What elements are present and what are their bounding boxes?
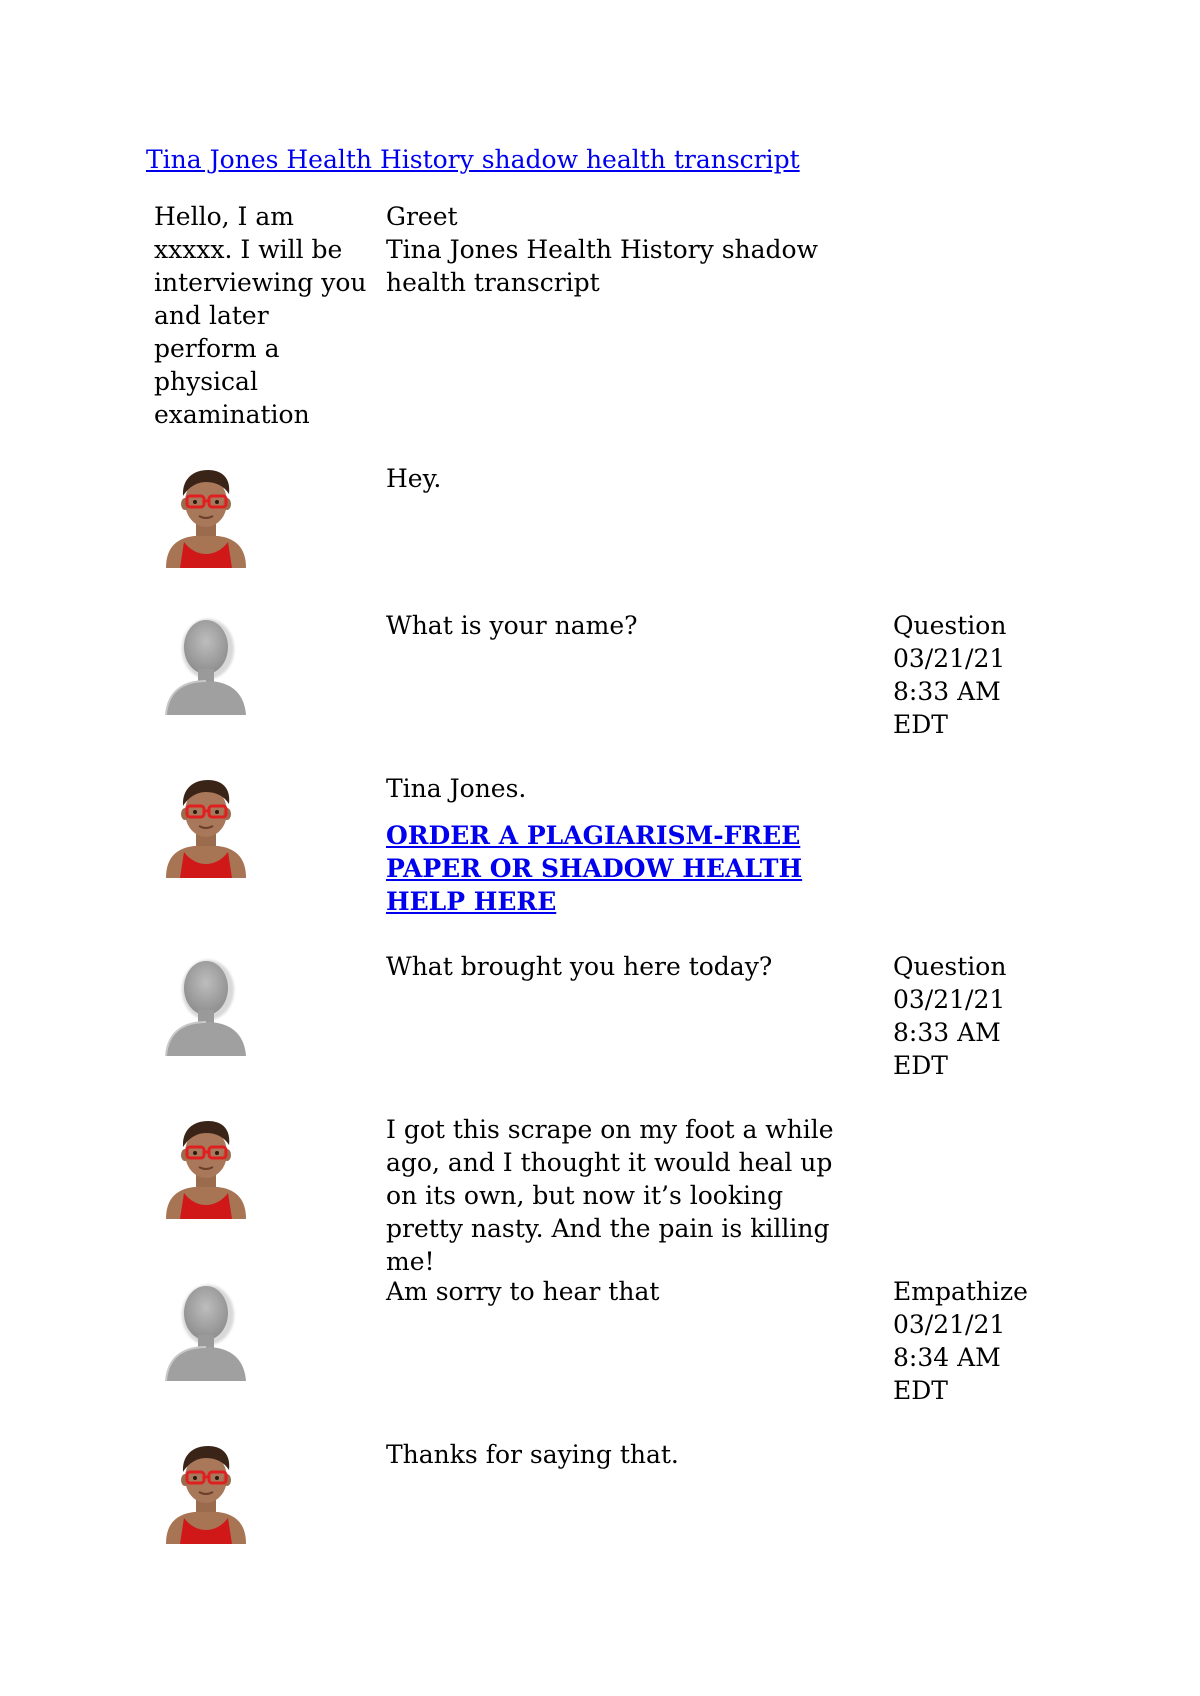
student-avatar-icon [158, 607, 254, 717]
message-meta: Empathize 03/21/21 8:34 AM EDT [893, 1277, 1028, 1405]
student-avatar-icon [158, 1273, 254, 1383]
student-greeting-text: Hello, I am xxxxx. I will be interviewing you and later perform a physical examination [154, 202, 367, 429]
student-message: Am sorry to hear that [386, 1277, 660, 1306]
transcript-row-patient [146, 460, 1046, 580]
message-meta: Question 03/21/21 8:33 AM EDT [893, 952, 1007, 1080]
transcript-row-student [146, 1273, 1046, 1405]
transcript-row-patient [146, 1436, 1046, 1556]
patient-message: Thanks for saying that. [386, 1440, 679, 1469]
patient-message: I got this scrape on my foot a while ago, and I thought it would heal up on its own, but now it’s looking pretty nasty. And the pain is killing me! [386, 1115, 834, 1276]
transcript-row-patient [146, 770, 1046, 920]
message-text: Tina Jones Health History shadow health transcript [386, 235, 818, 297]
patient-message-block [386, 772, 816, 918]
patient-avatar-icon [158, 1436, 254, 1546]
transcript-row-student [146, 948, 1046, 1080]
transcript-row-greet [146, 200, 1046, 429]
student-avatar-icon [158, 948, 254, 1058]
message-meta: Question 03/21/21 8:33 AM EDT [893, 611, 1007, 739]
transcript-row-student [146, 607, 1046, 739]
patient-message: Tina Jones. [386, 774, 527, 803]
patient-message: Hey. [386, 464, 442, 493]
greet-content [386, 200, 866, 299]
order-paper-link[interactable]: ORDER A PLAGIARISM-FREE PAPER OR SHADOW HEALTH HELP HERE [386, 821, 803, 916]
patient-avatar-icon [158, 460, 254, 570]
student-message: What is your name? [386, 611, 638, 640]
patient-avatar-icon [158, 1111, 254, 1221]
patient-avatar-icon [158, 770, 254, 880]
page-title-link[interactable]: Tina Jones Health History shadow health transcript [146, 145, 800, 174]
student-message: What brought you here today? [386, 952, 773, 981]
category-label: Greet [386, 202, 458, 231]
transcript-row-patient [146, 1111, 1046, 1276]
